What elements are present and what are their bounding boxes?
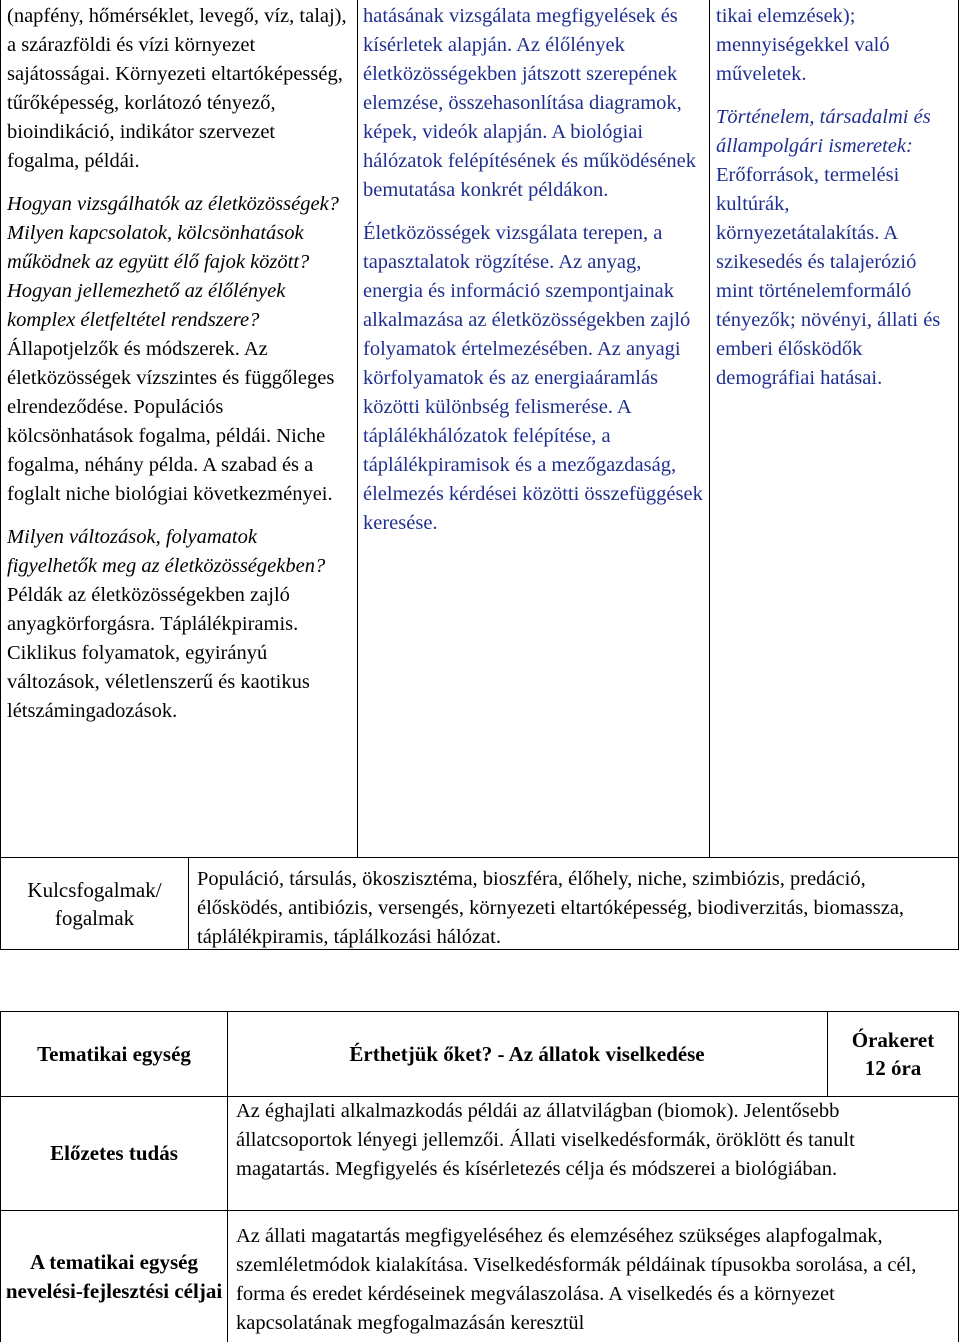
connections-paragraph-1: tikai elemzések); mennyiségekkel való műveletek. [716,5,890,85]
top-table-left-border [0,0,1,950]
development-goals-label: A tematikai egység nevelési-fejlesztési céljai [5,1249,223,1303]
unit-label: Tematikai egység [37,1041,191,1066]
key-concepts-text: Populáció, társulás, ökoszisztéma, bioszféra, élőhely, niche, szimbiózis, predáció, élősködés, antibiózis, versengés, környezeti eltartóképesség, biodiverzitás, biomassza, táplálékpiramis, táplálkozási hálózat. [197,868,905,948]
content-paragraph-1: (napfény, hőmérséklet, levegő, víz, talaj), a szárazföldi és vízi környezet sajátosságai. Környezeti eltartóképesség, tűrőképesség, korlátozó tényező, bioindikáció, indikátor szervezet fogalma, példái. [7,5,347,172]
hours-value: 12 óra [864,1056,922,1080]
content-paragraph-2: Állapotjelzők és módszerek. Az életközösségek vízszintes és függőleges elrendeződése. Populációs kölcsönhatások fogalma, példái. Niche fogalma, néhány példa. A szabad és a foglalt niche biológiai következményei. [7,338,335,505]
key-concepts-label: Kulcsfogalmak/ fogalmak [27,877,162,930]
connections-subject-label: Történelem, társadalmi és állampolgári ismeretek: [716,106,931,157]
activities-paragraph-1: hatásának vizsgálata megfigyelések és kísérletek alapján. Az élőlények életközösségekben játszott szerepének elemzése, összehasonlítása diagramok, képek, videók alapján. A biológiai hálózatok felépítésének és működésének bemutatása konkrét példákon. [363,5,696,201]
prior-knowledge-text: Az éghajlati alkalmazkodás példái az állatvilágban (biomok). Jelentősebb állatcsoportok lényegi jellemzői. Állati viselkedésformák, öröklött és tanult magatartás. Megfigyelés és kísérletezés célja és módszerei a biológiában. [236,1100,855,1180]
bottom-table-right-border [958,1011,959,1342]
top-table-bottom-border [0,949,959,950]
unit-title: Érthetjük őket? - Az állatok viselkedése [349,1041,705,1066]
activities-column [363,2,703,856]
guiding-questions-2: Milyen változások, folyamatok figyelhetők meg az életközösségekben? [7,526,326,577]
key-row-divider [188,857,189,950]
content-column [7,2,351,856]
connections-column [716,2,954,856]
column-divider-2 [709,0,710,858]
guiding-questions-1: Hogyan vizsgálhatók az életközösségek? Milyen kapcsolatok, kölcsönhatások működnek az együtt élő fajok között? Hogyan jellemezhető az élőlények komplex életfeltétel rendszere? [7,193,339,331]
content-paragraph-3: Példák az életközösségekben zajló anyagkörforgásra. Táplálékpiramis. [7,584,299,635]
top-table-right-border [958,0,959,950]
prior-knowledge-label: Előzetes tudás [50,1141,178,1165]
hours-cell [828,1012,958,1096]
development-goals-text: Az állati magatartás megfigyeléséhez és elemzéséhez szükséges alapfogalmak, szemléletmódok kialakítása. Viselkedésformák példáinak típusokba sorolása, a cél, forma és eredet kérdéseinek megválaszolása. A viselkedés és a környezet kapcsolatának megfogalmazásán keresztül [236,1225,917,1334]
bottom-table-left-border [0,1011,1,1342]
column-divider-1 [357,0,358,858]
connections-paragraph-2: Erőforrások, termelési kultúrák, környezetátalakítás. A szikesedés és talajerózió mint történelemformáló tényezők; növényi, állati és emberi élősködők demográfiai hatásai. [716,164,941,389]
activities-paragraph-2: Életközösségek vizsgálata terepen, a tapasztalatok rögzítése. Az anyag, energia és információ szempontjainak alkalmazása az életközösségekben zajló folyamatok értelmezésében. Az anyagi körfolyamatok és az energiaáramlás közötti különbség felismerése. A táplálékhálózatok felépítése, a táplálékpiramisok és a mezőgazdaság, élelmezés kérdései közötti összefüggések keresése. [363,222,703,534]
hours-label: Órakeret [851,1028,935,1052]
content-paragraph-4: Ciklikus folyamatok, egyirányú változások, véletlenszerű és kaotikus létszámingadozások. [7,642,310,722]
